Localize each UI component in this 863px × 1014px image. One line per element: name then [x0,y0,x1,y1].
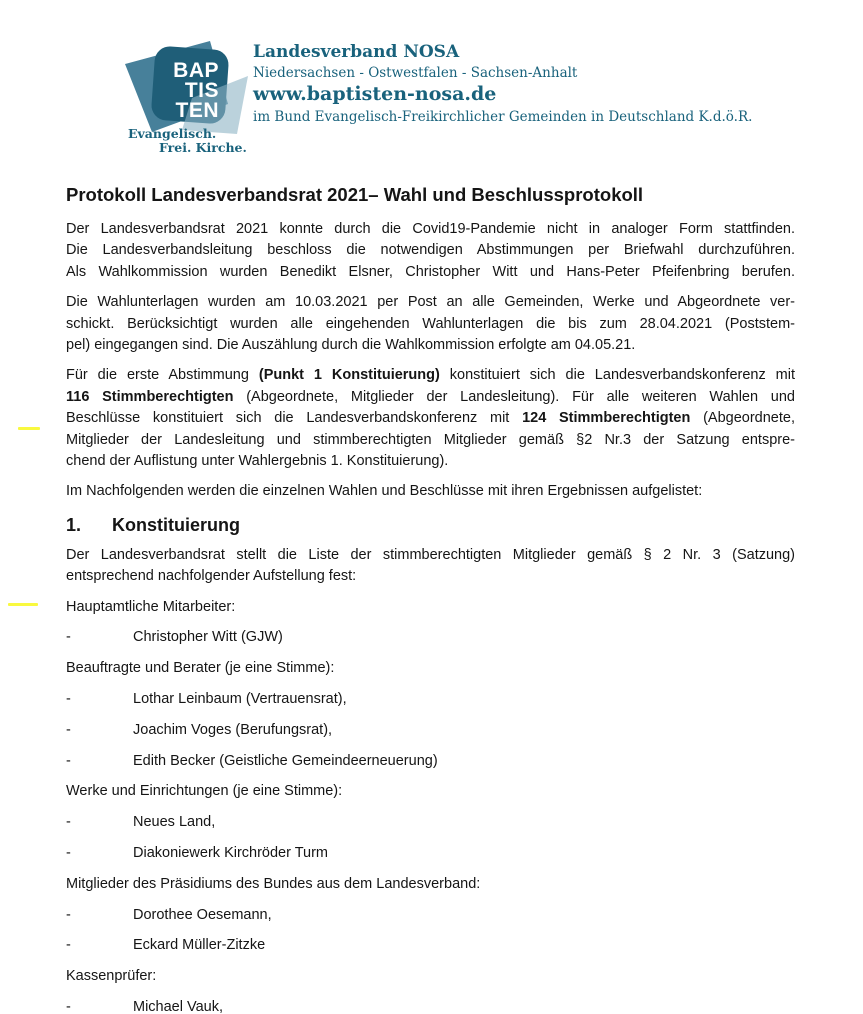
member-group-label: Werke und Einrichtungen (je eine Stimme): [66,783,343,800]
text-line: Mitglieder der Landesleitung und stimmberechtigten Mitglieder gemäß §2 Nr.3 der Satzung entspre- [66,431,795,448]
list-item-text: Neues Land, [133,814,216,831]
text-line: schickt. Berücksichtigt wurden alle eingehenden Wahlunterlagen die bis zum 28.04.2021 (Poststem- [66,315,795,332]
list-item-text: Edith Becker (Geistliche Gemeindeerneuerung) [133,752,438,769]
list-item [66,751,795,772]
page-title: Protokoll Landesverbandsrat 2021– Wahl und Beschlussprotokoll [66,184,644,205]
margin-highlight-mark [18,427,40,430]
margin-highlight-mark [8,603,38,606]
logo-word-line1: BAP [173,59,219,82]
list-item-text: Michael Vauk, [133,999,223,1014]
text-line: pel) eingegangen sind. Die Auszählung durch die Wahlkommission erfolgte am 04.05.21. [66,337,636,354]
text-line: Die Landesverbandsleitung beschloss die notwendigen Abstimmungen per Briefwahl durchzuführen. [66,242,795,259]
list-item [66,843,795,864]
list-item [66,720,795,741]
text-line: Die Wahlunterlagen wurden am 10.03.2021 per Post an alle Gemeinden, Werke und Abgeordnete ver- [66,294,795,311]
list-item-text: Diakoniewerk Kirchröder Turm [133,845,329,862]
tagline-line-1: Evangelisch. [128,126,217,141]
list-item [66,905,795,926]
text-line: Der Landesverbandsrat stellt die Liste der stimmberechtigten Mitglieder gemäß § 2 Nr. 3 (Satzung) [66,546,795,563]
document-body [66,183,795,1014]
list-item-text: Joachim Voges (Berufungsrat), [133,721,333,738]
list-item-text: Lothar Leinbaum (Vertrauensrat), [133,691,347,708]
section-number: 1. [66,514,82,535]
list-item-dash: - [66,691,71,708]
member-group-label: Mitglieder des Präsidiums des Bundes aus dem Landesverband: [66,875,481,892]
list-item [66,689,795,710]
list-item [66,935,795,956]
list-item-dash: - [66,937,71,954]
org-name: Landesverband NOSA [253,42,460,62]
logo-word-line3: TEN [175,99,219,122]
list-item-dash: - [66,629,71,646]
text-line: Als Wahlkommission wurden Benedikt Elsner, Christopher Witt und Hans-Peter Pfeifenbring berufen. [66,263,795,280]
text-line: chend der Auflistung unter Wahlergebnis 1. Konstituierung). [66,453,449,470]
logo-word-line2: TIS [184,79,219,102]
member-group-label: Hauptamtliche Mitarbeiter: [66,598,236,615]
list-item-text: Eckard Müller-Zitzke [133,937,266,954]
text-line: Der Landesverbandsrat 2021 konnte durch die Covid19-Pandemie nicht in analoger Form stattfinden. [66,221,795,237]
list-item-dash: - [66,906,71,923]
text-line: Beschlüsse konstituiert sich die Landesverbandskonferenz mit 124 Stimmberechtigten (Abgeordnete, [66,410,795,427]
affiliation-line: im Bund Evangelisch-Freikirchlicher Gemeinden in Deutschland K.d.ö.R. [253,109,753,125]
paragraph-mailing-dates [66,292,795,356]
list-item-dash: - [66,845,71,862]
website-url: www.baptisten-nosa.de [253,83,497,105]
text-line: Für die erste Abstimmung (Punkt 1 Konstituierung) konstituiert sich die Landesverbandskonferenz mit [66,367,795,384]
member-group-label: Kassenprüfer: [66,968,157,985]
list-item [66,997,795,1014]
text-line: 116 Stimmberechtigten (Abgeordnete, Mitglieder der Landesleitung). Für alle weiteren Wahlen und [66,388,795,405]
list-item-dash: - [66,814,71,831]
member-group-label: Beauftragte und Berater (je eine Stimme): [66,660,335,677]
paragraph-intro-covid [66,219,795,283]
section-title: Konstituierung [112,514,240,535]
text-line: entsprechend nachfolgender Aufstellung fest: [66,568,357,585]
list-item-dash: - [66,752,71,769]
paragraph-voting-counts [66,365,795,472]
list-item [66,812,795,833]
tagline-line-2: Frei. Kirche. [159,140,247,155]
list-item-dash: - [66,999,71,1014]
paragraph-section-intro [66,545,795,588]
list-item-text: Dorothee Oesemann, [133,906,272,923]
paragraph-list-lead-in: Im Nachfolgenden werden die einzelnen Wahlen und Beschlüsse mit ihren Ergebnissen aufgelistet: [66,483,703,500]
section-heading-konstituierung [66,513,795,537]
list-item [66,627,795,648]
baptisten-logo [122,36,250,136]
region-line: Niedersachsen - Ostwestfalen - Sachsen-Anhalt [253,65,578,81]
list-item-dash: - [66,721,71,738]
letterhead [253,42,813,126]
list-item-text: Christopher Witt (GJW) [133,629,283,646]
logo-tagline [128,127,247,155]
